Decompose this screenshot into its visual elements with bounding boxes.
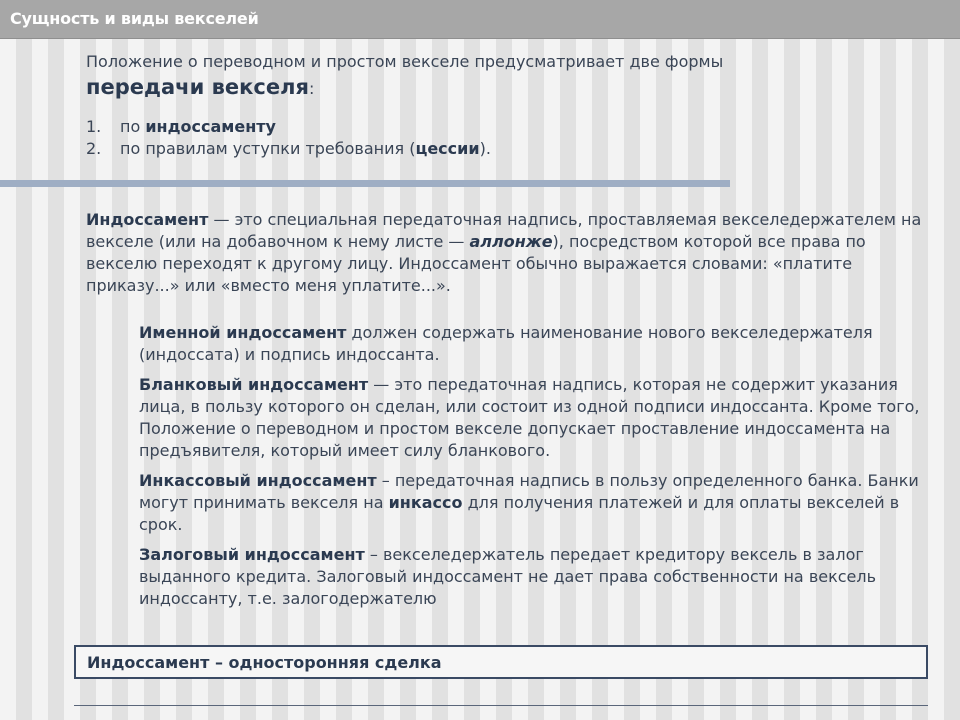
type-text: должен содержать наименование нового векселедержателя (индоссата) и подпись индоссанта. [139, 323, 873, 364]
list-number: 2. [86, 139, 102, 158]
intro-colon: : [308, 79, 315, 98]
type-text: — это передаточная надпись, которая не содержит указания лица, в пользу которого он сделан, или состоит из одной подписи индоссанта. Кроме того, Положение о переводном и простом векселе допускает проставление индоссамента на предъявителя, который имеет силу бланкового. [139, 375, 920, 460]
definition-text: — это специальная передаточная надпись, проставляемая векселедержателем на векселе (или на добавочном к нему листе — [86, 210, 922, 251]
page-title: Сущность и виды векселей [10, 9, 259, 28]
type-term: Бланковый индоссамент [139, 375, 369, 394]
list-text: по [120, 117, 146, 136]
list-item [86, 116, 491, 138]
type-term: Инкассовый индоссамент [139, 471, 377, 490]
list-suffix: ). [479, 139, 491, 158]
list-bold: цессии [415, 139, 480, 158]
type-item [139, 544, 939, 610]
intro-emphasis: передачи векселя [86, 75, 309, 99]
endorsement-types [139, 322, 939, 618]
conclusion-text: Индоссамент – односторонняя сделка [87, 653, 442, 672]
transfer-forms-list [86, 116, 491, 160]
allonge-term: аллонже [469, 232, 553, 251]
list-item [86, 138, 491, 160]
definition-term: Индоссамент [86, 210, 209, 229]
type-term: Именной индоссамент [139, 323, 347, 342]
list-number: 1. [86, 117, 102, 136]
type-text-after: для получения платежей и для оплаты векселей в срок. [139, 493, 900, 534]
type-term: Залоговый индоссамент [139, 545, 365, 564]
conclusion-box [74, 645, 928, 679]
type-item [139, 322, 939, 366]
type-extra-bold: инкассо [388, 493, 463, 512]
type-item [139, 374, 939, 462]
title-bar [0, 0, 960, 39]
definition-text-end: ), посредством которой все права по векселю переходят к другому лицу. Индоссамент обычно выражается словами: «платите приказу...» или «вместо меня уплатите...». [86, 232, 866, 295]
type-text: – векселедержатель передает кредитору вексель в залог выданного кредита. Залоговый индоссамент не дает права собственности на вексель индоссанту, т.е. залогодержателю [139, 545, 877, 608]
intro-line: Положение о переводном и простом векселе предусматривает две формы [86, 52, 724, 71]
list-bold: индоссаменту [145, 117, 276, 136]
type-item [139, 470, 939, 536]
intro-paragraph [86, 52, 906, 102]
definition-paragraph [86, 209, 926, 297]
bottom-divider [74, 705, 928, 706]
list-text: по правилам уступки требования ( [120, 139, 416, 158]
divider-bar [0, 180, 730, 187]
type-text: – передаточная надпись в пользу определенного банка. Банки могут принимать векселя на [139, 471, 919, 512]
